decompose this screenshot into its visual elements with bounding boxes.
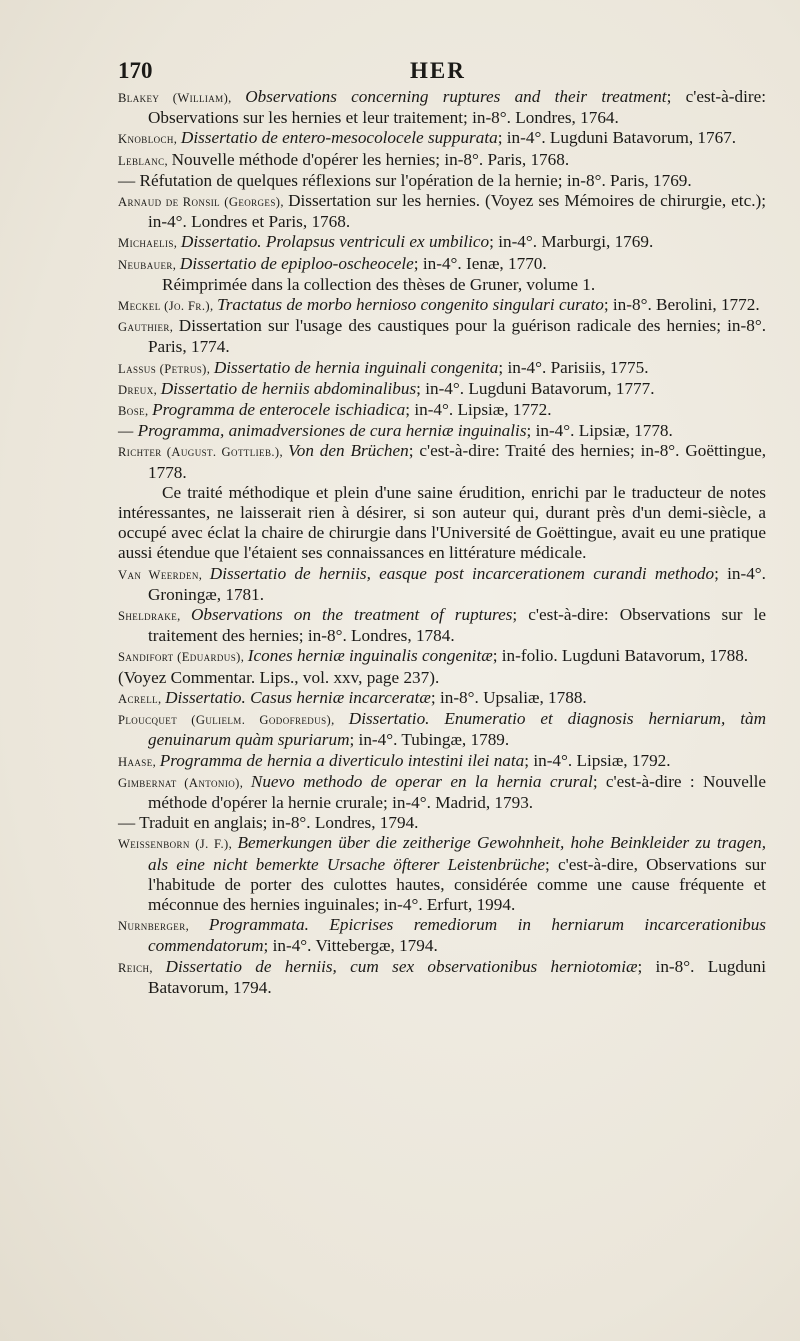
entry-text: ; in-4°. Marburgi, 1769.	[489, 232, 654, 252]
bibliography-entry	[118, 441, 766, 482]
bibliography-entry	[118, 646, 766, 667]
entry-author: Arnaud de Ronsil (Georges),	[118, 195, 289, 210]
bibliography-entry	[118, 957, 766, 998]
bibliography-entry	[118, 87, 766, 128]
entry-title: Observations concerning ruptures and their treatment	[245, 87, 667, 106]
bibliography-entry	[118, 171, 766, 191]
page-header	[118, 58, 760, 88]
entry-author: Michaelis,	[118, 236, 181, 251]
bibliography-entry	[118, 564, 766, 605]
entry-title: Icones herniæ inguinalis congenitæ	[247, 646, 493, 666]
entry-title: Dissertatio de hernia inguinali congenita	[213, 357, 499, 377]
entry-title: Dissertatio. Enumeratio et diagnosis herniarum, tàm genuinarum quàm spuriarum	[148, 709, 766, 750]
entry-author: Acrell,	[118, 691, 166, 706]
entry-text: ; in-4°. Vittebergæ, 1794.	[263, 936, 438, 956]
entry-author: Blakey (William),	[118, 91, 246, 105]
bibliography-entry	[118, 751, 766, 772]
bibliography-entry	[118, 915, 766, 956]
bibliography-list	[118, 87, 766, 998]
entry-author: Knobloch,	[118, 132, 181, 147]
entry-text: ; c'est-à-dire : Nouvelle méthode d'opérer la hernie crurale; in-4°. Madrid, 1793.	[148, 771, 767, 812]
bibliography-entry	[118, 605, 766, 646]
entry-title: Dissertatio de herniis, easque post incarcerationem curandi methodo	[209, 563, 715, 583]
entry-author: Leblanc,	[118, 153, 172, 168]
bibliography-entry	[118, 668, 766, 688]
entry-author: Weissenborn (J. F.),	[118, 837, 238, 852]
entry-text: — Réfutation de quelques réflexions sur l'opération de la hernie; in-8°. Paris, 1769.	[118, 170, 692, 190]
entry-text: ; in-4°. Lipsiæ, 1772.	[405, 400, 552, 420]
entry-author: Sandifort (Eduardus),	[118, 650, 248, 665]
entry-text: Dissertation sur les hernies. (Voyez ses Mémoires de chirurgie, etc.); in-4°. Londres et Paris, 1768.	[148, 191, 766, 232]
bibliography-entry	[118, 483, 766, 564]
entry-title: Dissertatio de herniis abdominalibus	[160, 378, 417, 398]
entry-author: Gimbernat (Antonio),	[118, 775, 251, 790]
entry-text: ; in-4°. Ienæ, 1770.	[413, 253, 547, 273]
entry-title: — Programma, animadversiones de cura herniæ inguinalis	[118, 421, 527, 441]
entry-text: ; c'est-à-dire, Observations sur l'habitude de porter des culottes hautes, considérée comme une cause fréquente et méconnue des hernies inguinales; in-4°. Erfurt, 1994.	[148, 854, 766, 914]
entry-text: Réimprimée dans la collection des thèses de Gruner, volume 1.	[162, 274, 596, 294]
bibliography-entry	[118, 232, 766, 253]
bibliography-entry	[118, 150, 766, 171]
entry-author: Meckel (Jo. Fr.),	[118, 299, 218, 314]
entry-text: ; c'est-à-dire: Observations sur le traitement des hernies; in-8°. Londres, 1784.	[148, 605, 766, 646]
bibliography-entry	[118, 772, 766, 813]
entry-title: Dissertatio de epiploo-oscheocele	[179, 253, 414, 273]
bibliography-entry	[118, 421, 766, 441]
entry-text: ; in-folio. Lugduni Batavorum, 1788.	[492, 646, 749, 666]
bibliography-entry	[118, 316, 766, 357]
entry-title: Dissertatio. Casus herniæ incarceratæ	[165, 687, 431, 707]
entry-title: Programma de hernia a diverticulo intestini ilei nata	[159, 750, 525, 770]
entry-author: Reich,	[118, 960, 166, 975]
entry-text: — Traduit en anglais; in-8°. Londres, 1794.	[118, 813, 419, 833]
entry-title: Dissertatio. Prolapsus ventriculi ex umbilico	[180, 232, 490, 252]
entry-text: ; in-4°. Groningæ, 1781.	[148, 563, 766, 604]
bibliography-entry	[118, 191, 766, 232]
entry-title: Von den Brüchen	[288, 441, 409, 461]
entry-text: ; in-4°. Tubingæ, 1789.	[349, 730, 510, 750]
entry-author: Bose,	[118, 404, 153, 419]
entry-author: Haase,	[118, 754, 160, 769]
entry-text: ; in-4°. Lipsiæ, 1778.	[526, 421, 673, 441]
bibliography-entry	[118, 709, 766, 750]
bibliography-entry	[118, 254, 766, 275]
bibliography-entry	[118, 833, 766, 915]
entry-text: ; in-8°. Lugduni Batavorum, 1794.	[148, 956, 766, 997]
bibliography-entry	[118, 128, 766, 149]
entry-text: ; in-4°. Parisiis, 1775.	[498, 357, 649, 377]
entry-text: ; in-8°. Berolini, 1772.	[603, 295, 760, 315]
entry-author: Gauthier,	[118, 320, 179, 335]
entry-text: Ce traité méthodique et plein d'une saine érudition, enrichi par le traducteur de notes intéressantes, ne laisserait rien à désirer, si son auteur qui, durant près d'un demi-siècle, a occupé avec éclat la chaire de chirurgie dans l'Université de Goëttingue, avait eu une pratique aussi étendue que l'étaient ses connaissances en littérature médicale.	[118, 482, 766, 563]
entry-text: ; in-8°. Upsaliæ, 1788.	[430, 687, 587, 707]
entry-title: Nuevo methodo de operar en la hernia crural	[250, 771, 593, 791]
bibliography-entry	[118, 358, 766, 379]
bibliography-entry	[118, 275, 766, 295]
entry-title: Programma de enterocele ischiadica	[152, 400, 406, 420]
entry-author: Sheldrake,	[118, 609, 191, 624]
entry-author: Richter (August. Gottlieb.),	[118, 445, 289, 460]
entry-title: Programmata. Epicrises remediorum in herniarum incarcerationibus commendatorum	[148, 915, 766, 956]
entry-title: Bemerkungen über die zeitherige Gewohnheit, hohe Beinkleider zu tragen, als eine nicht bemerkte Ursache öfterer Leistenbrüche	[148, 833, 766, 874]
entry-title: Observations on the treatment of ruptures	[190, 605, 513, 625]
entry-title: Tractatus de morbo hernioso congenito singulari curato	[217, 295, 604, 315]
bibliography-entry	[118, 688, 766, 709]
entry-text: (Voyez Commentar. Lips., vol. xxv, page 237).	[118, 667, 440, 687]
entry-text: Dissertation sur l'usage des caustiques pour la guérison radicale des hernies; in-8°. Paris, 1774.	[148, 316, 767, 357]
entry-text: Nouvelle méthode d'opérer les hernies; in-8°. Paris, 1768.	[171, 149, 570, 169]
entry-text: ; c'est-à-dire: Traité des hernies; in-8°. Goëttingue, 1778.	[148, 441, 766, 482]
entry-text: ; c'est-à-dire: Observations sur les hernies et leur traitement; in-8°. Londres, 1764.	[148, 87, 766, 128]
running-head: HER	[410, 58, 466, 83]
entry-author: Neubauer,	[118, 257, 180, 272]
entry-text: ; in-4°. Lipsiæ, 1792.	[524, 750, 671, 770]
bibliography-entry	[118, 379, 766, 400]
entry-title: Dissertatio de herniis, cum sex observationibus herniotomiæ	[165, 956, 638, 976]
entry-author: Ploucquet (Gulielm. Godofredus),	[118, 713, 349, 728]
entry-author: Dreux,	[118, 382, 161, 397]
entry-author: Lassus (Petrus),	[118, 361, 214, 376]
entry-title: Dissertatio de entero-mesocolocele suppurata	[180, 128, 498, 148]
bibliography-entry	[118, 400, 766, 421]
bibliography-entry	[118, 813, 766, 833]
page-number: 170	[118, 58, 153, 83]
entry-text: ; in-4°. Lugduni Batavorum, 1777.	[416, 378, 655, 398]
entry-text: ; in-4°. Lugduni Batavorum, 1767.	[497, 128, 737, 148]
entry-author: Van Weerden,	[118, 567, 210, 582]
bibliography-entry	[118, 295, 766, 316]
entry-author: Nurnberger,	[118, 919, 209, 934]
